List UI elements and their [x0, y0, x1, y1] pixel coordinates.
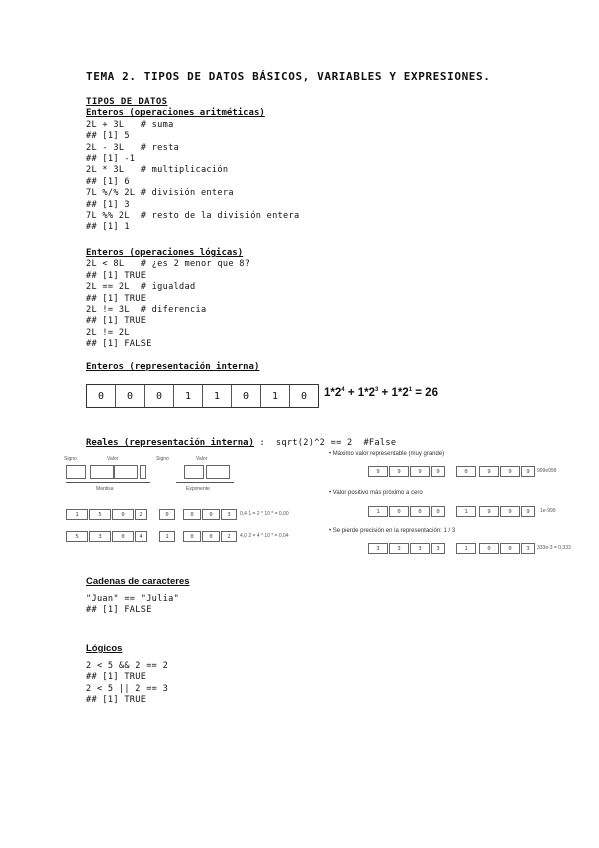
code-line: ## [1] TRUE [86, 316, 147, 327]
bit-cell: 1 [261, 385, 290, 407]
code-line: 2L != 2L [86, 327, 130, 338]
bullet-text: Máximo valor representable (muy grande) [332, 451, 445, 457]
fig-cell: 5 [89, 509, 111, 520]
fig-cell: 0 [479, 543, 499, 554]
binary-formula [324, 387, 438, 399]
tipos-section [86, 97, 299, 234]
code-line: ## [1] FALSE [86, 339, 152, 350]
bullet-precision: • Se pierde precisión en la representación: 1 / 3 [329, 528, 456, 534]
tipos-heading: TIPOS DE DATOS [86, 97, 168, 107]
fig-cell: 9 [521, 466, 535, 477]
fig-cell: 0 [410, 506, 430, 517]
label-signo: Signo [64, 456, 77, 462]
bit-cell: 0 [300, 390, 308, 402]
fig-cell: 3 [410, 543, 430, 554]
logic-heading: Enteros (operaciones lógicas) [86, 248, 244, 258]
label-valor-exp: Valor [196, 456, 208, 462]
formula-part: = 26 [412, 387, 438, 399]
fig-cell: 0 [456, 466, 476, 477]
internal-heading: Enteros (representación interna) [86, 362, 260, 372]
logic-section [86, 248, 250, 351]
code-line: ## [1] TRUE [86, 293, 147, 304]
fig-cell: 0 [112, 531, 134, 542]
row2-note: 4,0 2 = 4 * 10 * = 0,04 [240, 533, 289, 539]
fig-cell: 9 [410, 466, 430, 477]
bullet-text: Se pierde precisión en la representación: 1 / 3 [332, 528, 456, 534]
cadenas-section [86, 575, 190, 617]
formula-part: + 1*2 [378, 387, 409, 399]
fig-cell: 0 [183, 509, 201, 520]
fig-cell: 0 [112, 509, 134, 520]
fig-cell: 0 [500, 543, 520, 554]
fig-cell: 0 [431, 506, 445, 517]
bit-cell: 0 [116, 385, 145, 407]
fig-cell: 2 [135, 509, 147, 520]
code-line: ## [1] TRUE [86, 695, 147, 706]
fig-cell: 0 [202, 531, 220, 542]
row1-note: 0,4 1 = 2 * 10 * = 0,00 [240, 511, 289, 517]
code-line: ## [1] 1 [86, 222, 130, 233]
fig-cell: 1 [456, 506, 476, 517]
fig-cell: 9 [500, 506, 520, 517]
bullet-text: Valor positivo más próximo a cero [332, 490, 423, 496]
code-line: ## [1] 5 [86, 131, 130, 142]
code-line: 2 < 5 && 2 == 2 [86, 661, 169, 671]
fig-cell: 3 [521, 543, 535, 554]
exponente-bracket [176, 482, 234, 483]
fig-cell: 9 [368, 466, 388, 477]
b2-note: 1e-999 [540, 508, 556, 514]
fig-cell [184, 465, 204, 479]
fig-cell: 4 [135, 531, 147, 542]
bullet-min: • Valor positivo más próximo a cero [329, 490, 423, 496]
fig-cell: 9 [500, 466, 520, 477]
label-valor: Valor [107, 456, 119, 462]
code-line: 2L == 2L # igualdad [86, 282, 196, 293]
code-line: 7L %/% 2L # división entera [86, 188, 234, 199]
label-exponente: Exponente [186, 486, 210, 492]
fig-cell [140, 465, 146, 479]
reales-line [86, 430, 396, 449]
formula-exp: 1 [408, 387, 413, 394]
bit-cell: 1 [174, 385, 203, 407]
cadenas-heading: Cadenas de caracteres [86, 576, 190, 587]
fig-cell: 0 [159, 509, 175, 520]
label-signo-exp: Signo [156, 456, 169, 462]
code-line: ## [1] TRUE [86, 270, 147, 281]
formula-part: 1*2 [324, 387, 342, 399]
bit-cell: 0 [87, 385, 116, 407]
code-line: 2L != 3L # diferencia [86, 305, 207, 316]
fig-cell: 9 [389, 466, 409, 477]
fig-cell: 2 [221, 531, 237, 542]
fig-cell [114, 465, 138, 479]
arith-code [86, 120, 299, 234]
internal-section [86, 362, 259, 373]
code-line: "Juan" == "Julia" [86, 594, 180, 604]
fig-cell [90, 465, 114, 479]
formula-exp: 4 [341, 387, 345, 394]
code-line: ## [1] 3 [86, 199, 130, 210]
fig-cell: 1 [66, 509, 88, 520]
bullet-max: • Máximo valor representable (muy grande) [329, 451, 445, 457]
fig-cell: 9 [521, 506, 535, 517]
logicos-section [86, 642, 168, 707]
code-line: ## [1] FALSE [86, 605, 152, 616]
fig-cell: 9 [479, 506, 499, 517]
mantisa-bracket [66, 482, 150, 483]
code-line: 2L + 3L # suma [86, 119, 174, 130]
code-line: ## [1] 6 [86, 176, 130, 187]
fig-cell: 3 [431, 543, 445, 554]
label-mantisa: Mantisa [96, 486, 114, 492]
logicos-heading: Lógicos [86, 643, 123, 654]
formula-part: + 1*2 [344, 387, 375, 399]
b1-note: 999e999 [537, 468, 557, 474]
bit-cell: 0 [232, 385, 261, 407]
fig-cell: 0 [389, 506, 409, 517]
fig-cell: 9 [431, 466, 445, 477]
fig-cell: 9 [479, 466, 499, 477]
b3-note: 333e-3 = 0,333 [537, 545, 571, 551]
fig-cell: 1 [368, 506, 388, 517]
code-line: 2L - 3L # resta [86, 142, 180, 153]
formula-exp: 3 [375, 387, 379, 394]
fig-cell: 3 [89, 531, 111, 542]
code-line: 2L < 8L # ¿es 2 menor que 8? [86, 259, 251, 270]
fig-cell [66, 465, 86, 479]
code-line: 7L %% 2L # resto de la división entera [86, 211, 300, 222]
fig-cell: 0 [202, 509, 220, 520]
reales-heading: Reales (representación interna) [86, 438, 254, 448]
fig-cell: 0 [183, 531, 201, 542]
reales-code: : sqrt(2)^2 == 2 #False [253, 438, 397, 448]
bit-cell: 1 [203, 385, 232, 407]
code-line: 2L * 3L # multiplicación [86, 165, 229, 176]
code-line: 2 < 5 || 2 == 3 [86, 683, 169, 694]
fig-cell: 1 [159, 531, 175, 542]
fig-cell: 1 [456, 543, 476, 554]
code-line: ## [1] -1 [86, 154, 136, 165]
fig-cell: 5 [66, 531, 88, 542]
bit-table [86, 384, 319, 408]
bit-cell: 0 [145, 385, 174, 407]
arith-heading: Enteros (operaciones aritméticas) [86, 108, 265, 119]
fig-cell: 3 [368, 543, 388, 554]
fig-cell [206, 465, 230, 479]
page-title: TEMA 2. TIPOS DE DATOS BÁSICOS, VARIABLES Y EXPRESIONES. [86, 70, 491, 83]
fig-cell: 3 [221, 509, 237, 520]
fig-cell: 3 [389, 543, 409, 554]
code-line: ## [1] TRUE [86, 672, 147, 683]
